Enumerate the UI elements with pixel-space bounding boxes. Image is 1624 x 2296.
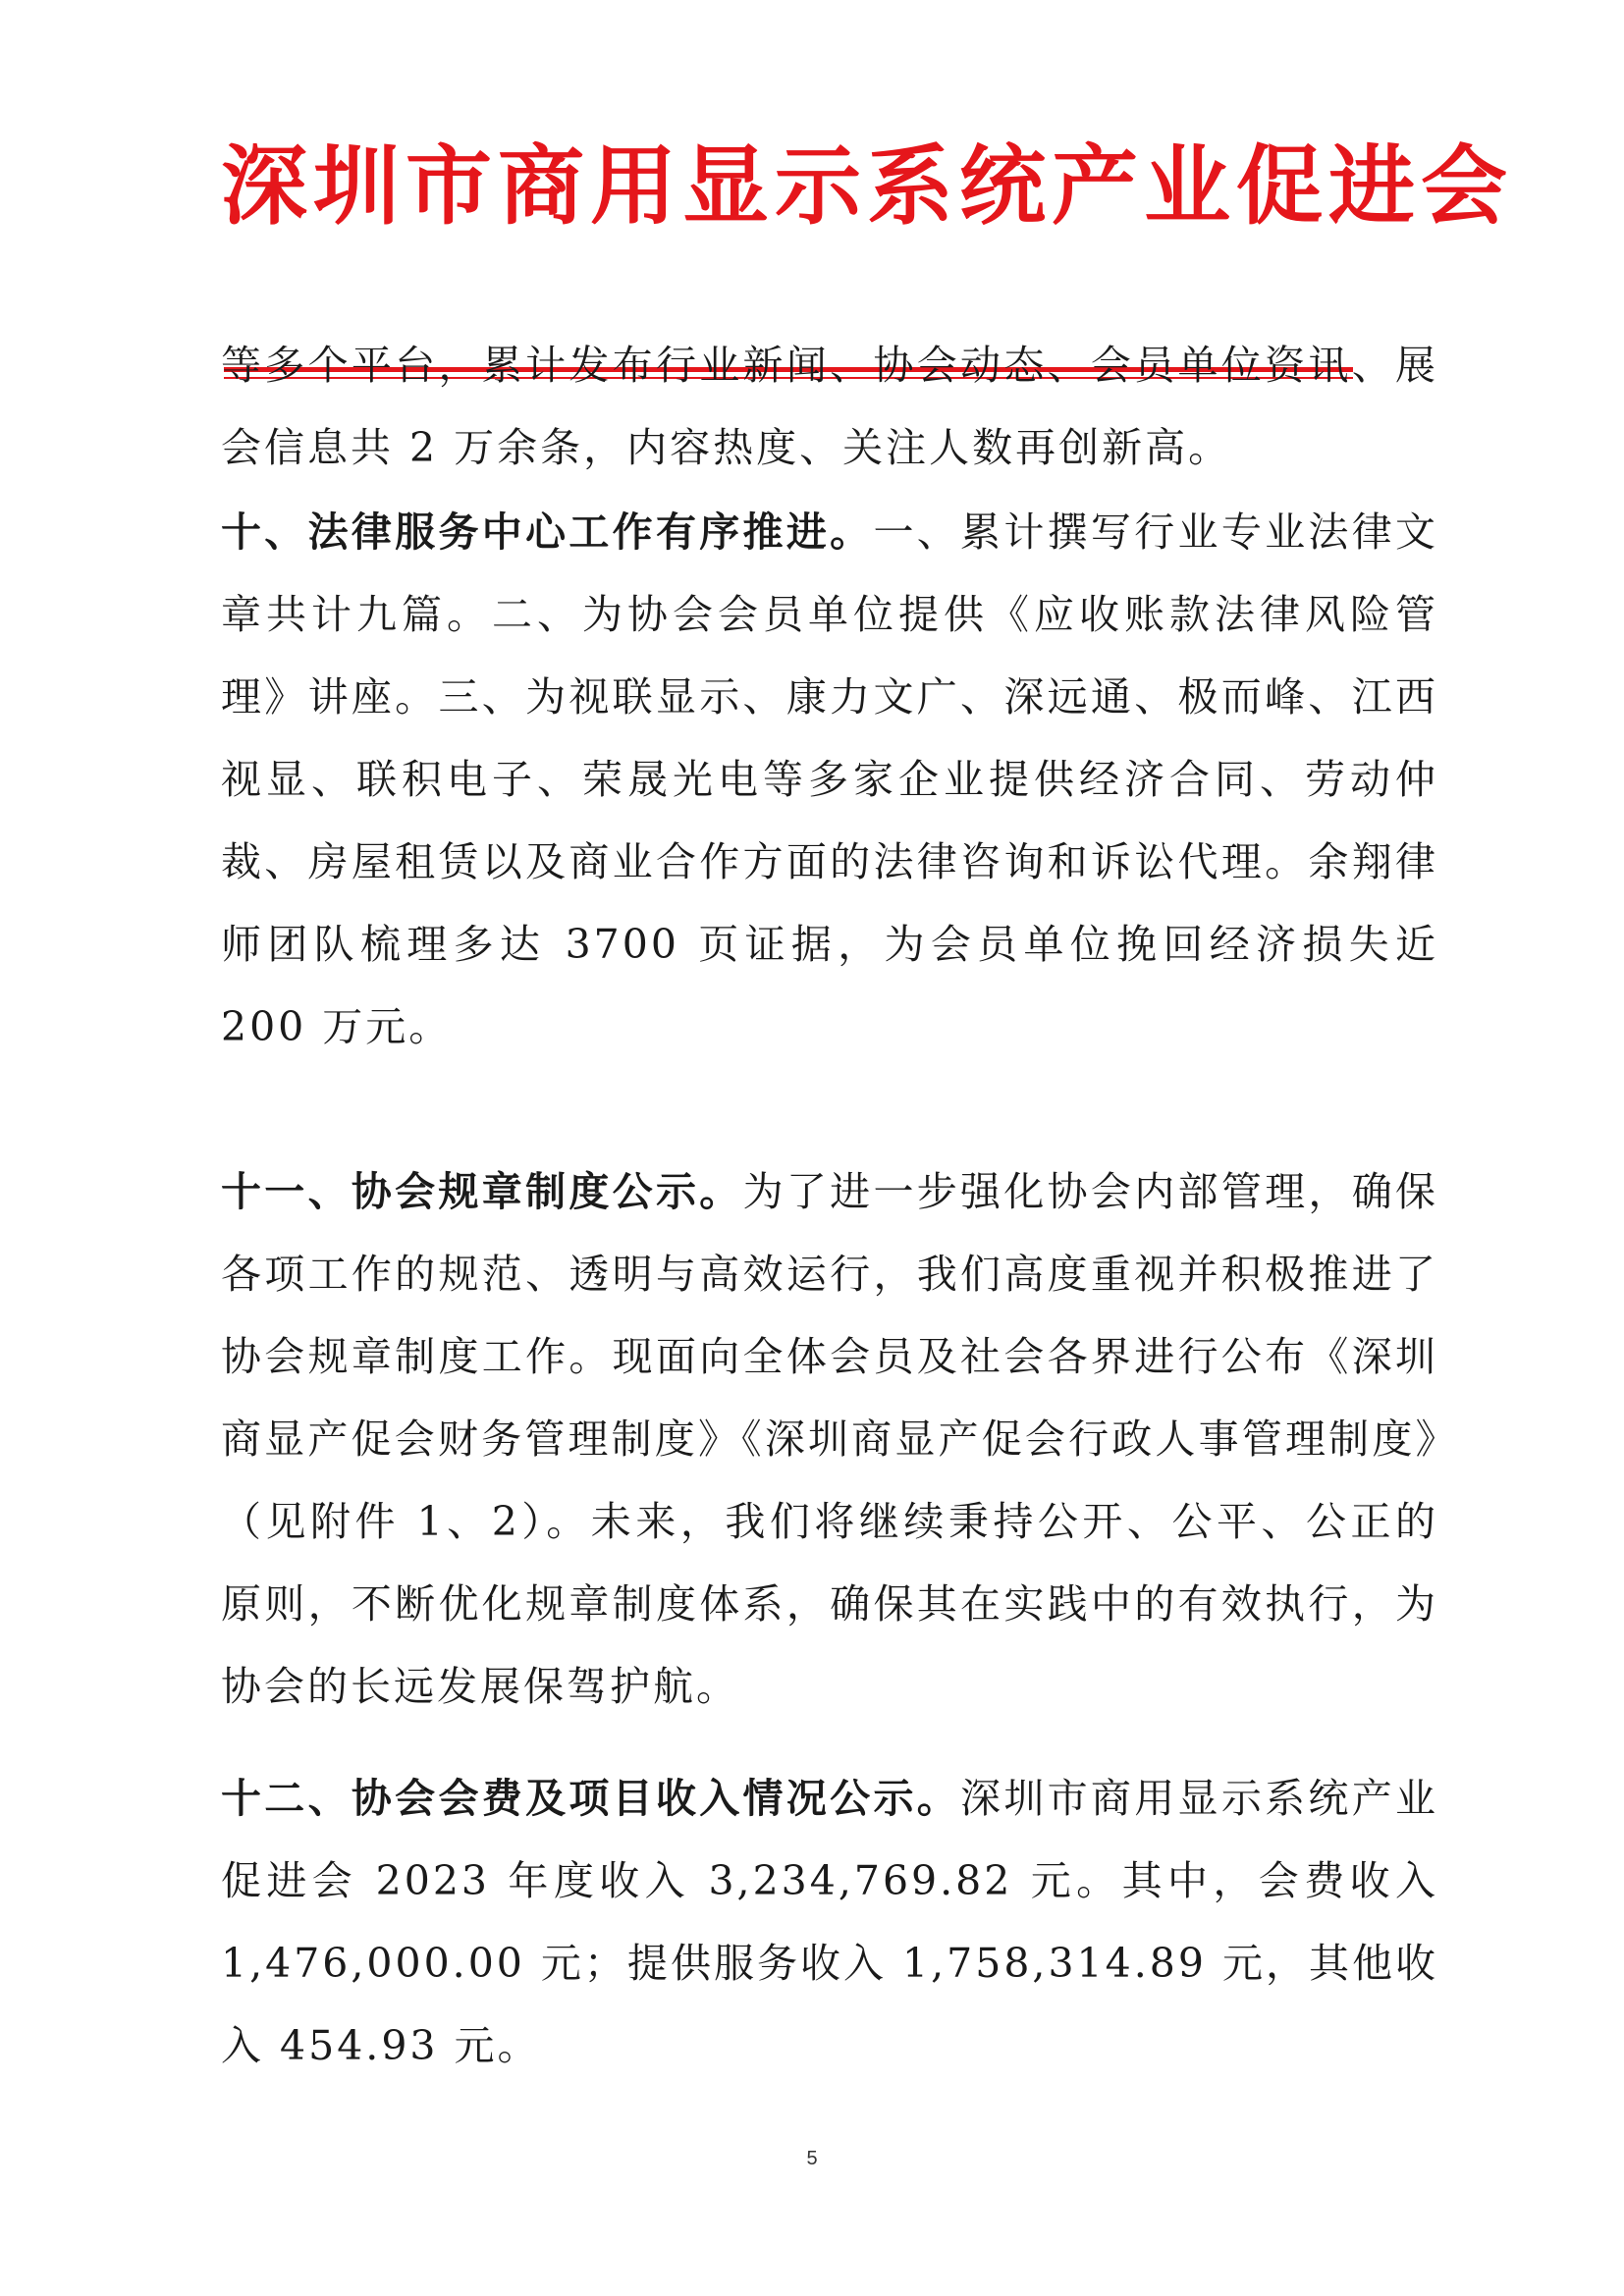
paragraph-text: 深圳市商用显示系统产业促进会 2023 年度收入 3,234,769.82 元。其中，会费收入 1,476,000.00 元；提供服务收入 1,758,314.89 元，其他收入 454.93 元。	[221, 1775, 1439, 2069]
document-body	[221, 324, 1438, 2087]
section-heading-income: 十二、协会会费及项目收入情况公示。	[221, 1775, 961, 1822]
paragraph-income	[221, 1757, 1438, 2087]
paragraph-legal-services	[221, 491, 1438, 1068]
paragraph-text: 等多个平台，累计发布行业新闻、协会动态、会员单位资讯、展会信息共 2 万余条，内容热度、关注人数再创新高。	[221, 342, 1438, 471]
section-heading-legal: 十、法律服务中心工作有序推进。	[221, 508, 874, 556]
page-number: 5	[806, 2148, 818, 2169]
paragraph-regulations	[221, 1150, 1438, 1728]
paragraph-platforms	[221, 324, 1438, 489]
paragraph-text: 为了进一步强化协会内部管理，确保各项工作的规范、透明与高效运行，我们高度重视并积极推进了协会规章制度工作。现面向全体会员及社会各界进行公布《深圳商显产促会财务管理制度》《深圳商显产促会行政人事管理制度》（见附件 1、2）。未来，我们将继续秉持公开、公平、公正的原则，不断优化规章制度体系，确保其在实践中的有效执行，为协会的长远发展保驾护航。	[221, 1168, 1439, 1710]
paragraph-text: 一、累计撰写行业专业法律文章共计九篇。二、为协会会员单位提供《应收账款法律风险管理》讲座。三、为视联显示、康力文广、深远通、极而峰、江西视显、联积电子、荣晟光电等多家企业提供经济合同、劳动仲裁、房屋租赁以及商业合作方面的法律咨询和诉讼代理。余翔律师团队梳理多达 3700 页证据，为会员单位挽回经济损失近 200 万元。	[221, 508, 1439, 1050]
letterhead-title: 深圳市商用显示系统产业促进会	[221, 135, 1514, 237]
letterhead	[221, 118, 1514, 265]
section-heading-regulations: 十一、协会规章制度公示。	[221, 1168, 743, 1215]
